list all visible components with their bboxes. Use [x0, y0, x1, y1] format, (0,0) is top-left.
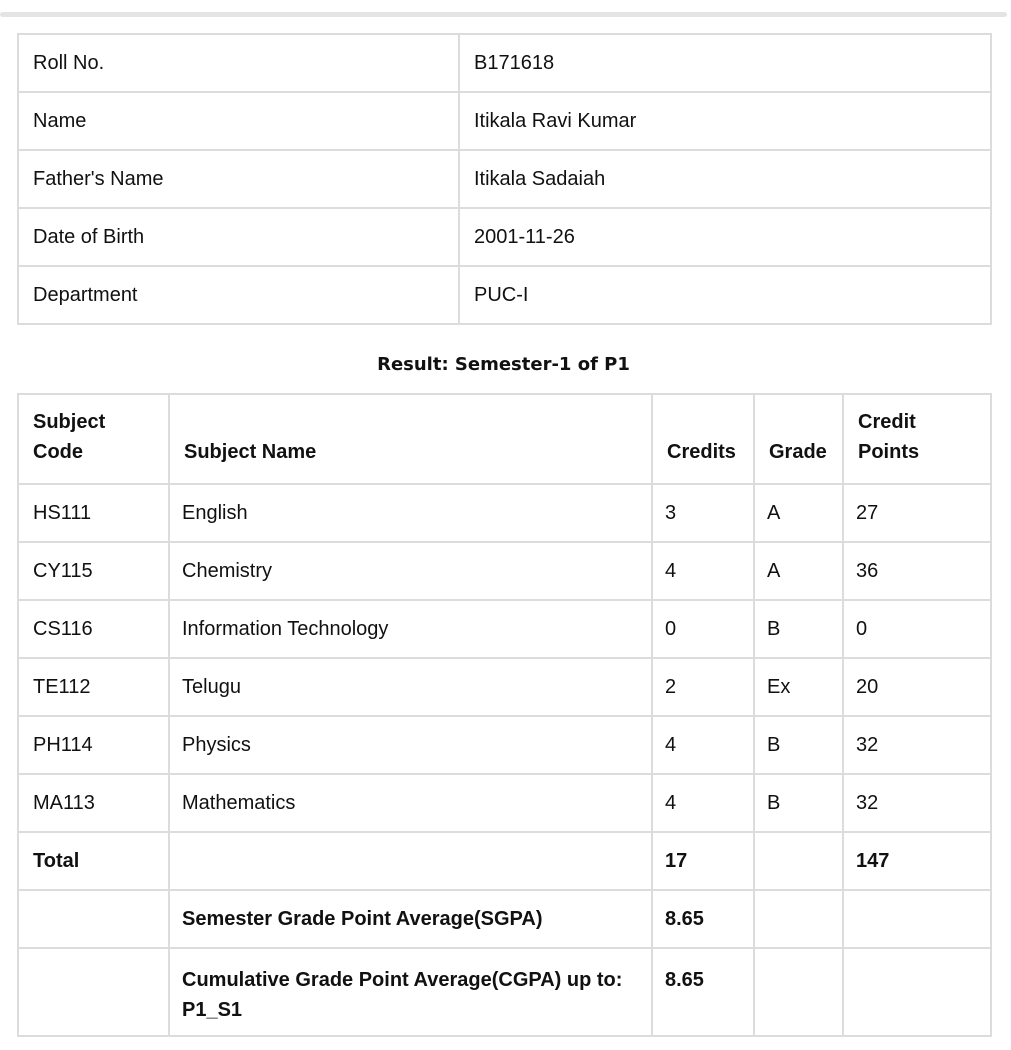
header-credits: Credits	[652, 394, 754, 484]
subject-row	[18, 600, 991, 658]
result-header-row	[18, 394, 991, 484]
total-empty-cell	[169, 832, 652, 890]
info-value: 2001-11-26	[459, 208, 991, 266]
subject-row	[18, 484, 991, 542]
header-subject-code-line1: Subject	[33, 411, 106, 433]
header-credit-points-line1: Credit	[858, 411, 916, 433]
subject-code: CY115	[18, 542, 169, 600]
result-title: Result: Semester-1 of P1	[377, 354, 630, 375]
subject-name: Mathematics	[169, 774, 652, 832]
header-credit-points-line2: Points	[858, 441, 920, 463]
total-credit-points: 147	[843, 832, 991, 890]
subject-code: MA113	[18, 774, 169, 832]
cgpa-label: Cumulative Grade Point Average(CGPA) up to: P1_S1	[169, 948, 652, 1036]
subject-credit-points: 20	[843, 658, 991, 716]
sgpa-empty-cell	[754, 890, 843, 948]
top-divider-bar	[0, 12, 1007, 17]
total-empty-cell	[754, 832, 843, 890]
cgpa-row	[18, 948, 991, 1036]
cgpa-empty-cell	[843, 948, 991, 1036]
subject-code: HS111	[18, 484, 169, 542]
info-value: Itikala Sadaiah	[459, 150, 991, 208]
sgpa-empty-cell	[843, 890, 991, 948]
subject-name: English	[169, 484, 652, 542]
result-table	[17, 393, 992, 1037]
cgpa-value: 8.65	[652, 948, 754, 1036]
subject-credit-points: 0	[843, 600, 991, 658]
info-label: Date of Birth	[18, 208, 459, 266]
subject-row	[18, 542, 991, 600]
subject-row	[18, 716, 991, 774]
subject-name: Physics	[169, 716, 652, 774]
subject-credits: 4	[652, 542, 754, 600]
subject-grade: B	[754, 716, 843, 774]
subject-credits: 4	[652, 716, 754, 774]
info-row-department	[18, 266, 991, 324]
header-subject-code-line2: Code	[33, 441, 83, 463]
subject-grade: Ex	[754, 658, 843, 716]
header-credit-points	[843, 394, 991, 484]
subject-credits: 0	[652, 600, 754, 658]
info-row-roll-no	[18, 34, 991, 92]
header-grade: Grade	[754, 394, 843, 484]
subject-code: CS116	[18, 600, 169, 658]
subject-grade: A	[754, 484, 843, 542]
total-row	[18, 832, 991, 890]
info-row-father-name	[18, 150, 991, 208]
info-label: Roll No.	[18, 34, 459, 92]
subject-name: Telugu	[169, 658, 652, 716]
subject-credit-points: 36	[843, 542, 991, 600]
subject-code: PH114	[18, 716, 169, 774]
info-label: Father's Name	[18, 150, 459, 208]
subject-credits: 4	[652, 774, 754, 832]
sgpa-row	[18, 890, 991, 948]
subject-credits: 2	[652, 658, 754, 716]
info-label: Department	[18, 266, 459, 324]
info-value: B171618	[459, 34, 991, 92]
student-info-table	[17, 33, 992, 325]
subject-credit-points: 27	[843, 484, 991, 542]
info-value: Itikala Ravi Kumar	[459, 92, 991, 150]
cgpa-empty-cell	[754, 948, 843, 1036]
cgpa-empty-cell	[18, 948, 169, 1036]
subject-row	[18, 658, 991, 716]
total-label: Total	[18, 832, 169, 890]
subject-name: Information Technology	[169, 600, 652, 658]
subject-grade: B	[754, 774, 843, 832]
subject-grade: A	[754, 542, 843, 600]
sgpa-label: Semester Grade Point Average(SGPA)	[169, 890, 652, 948]
subject-grade: B	[754, 600, 843, 658]
total-credits: 17	[652, 832, 754, 890]
subject-row	[18, 774, 991, 832]
subject-credit-points: 32	[843, 716, 991, 774]
info-label: Name	[18, 92, 459, 150]
subject-credits: 3	[652, 484, 754, 542]
sgpa-empty-cell	[18, 890, 169, 948]
subject-credit-points: 32	[843, 774, 991, 832]
sgpa-value: 8.65	[652, 890, 754, 948]
header-subject-code	[18, 394, 169, 484]
info-row-name	[18, 92, 991, 150]
info-value: PUC-I	[459, 266, 991, 324]
subject-code: TE112	[18, 658, 169, 716]
subject-name: Chemistry	[169, 542, 652, 600]
header-subject-name: Subject Name	[169, 394, 652, 484]
info-row-date-of-birth	[18, 208, 991, 266]
